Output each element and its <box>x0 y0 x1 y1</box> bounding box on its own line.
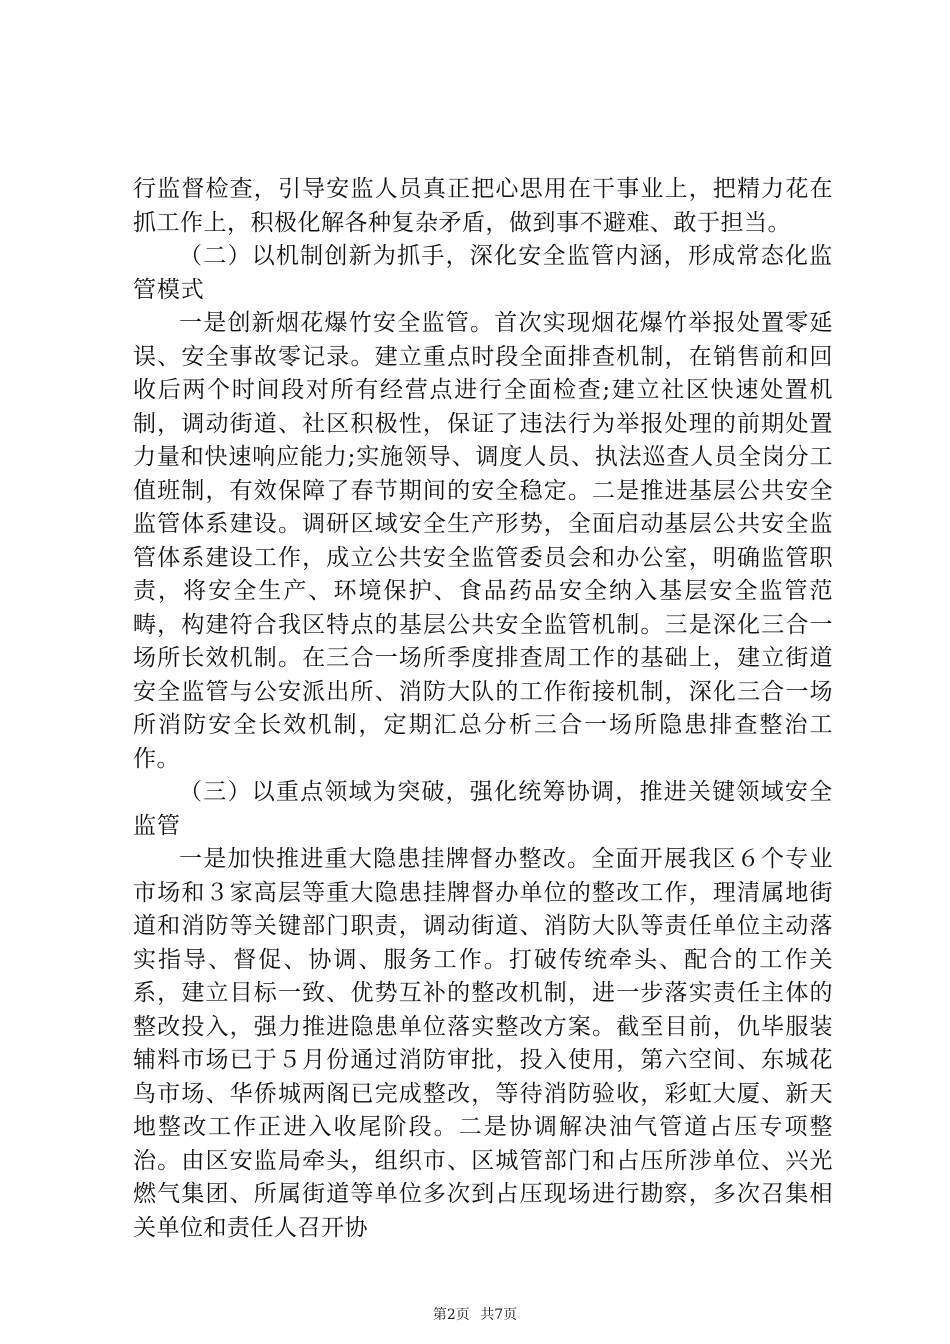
document-body <box>133 173 833 1245</box>
page-footer <box>0 1306 950 1324</box>
body-paragraph: 一是创新烟花爆竹安全监管。首次实现烟花爆竹举报处置零延误、安全事故零记录。建立重点时段全面排查机制，在销售前和回收后两个时间段对所有经营点进行全面检查;建立社区快速处置机制，调动街道、社区积极性，保证了违法行为举报处理的前期处置力量和快速响应能力;实施领导、调度人员、执法巡查人员全岗分工值班制，有效保障了春节期间的安全稳定。二是推进基层公共安全监管体系建设。调研区域安全生产形势，全面启动基层公共安全监管体系建设工作，成立公共安全监管委员会和办公室，明确监管职责，将安全生产、环境保护、食品药品安全纳入基层安全监管范畴，构建符合我区特点的基层公共安全监管机制。三是深化三合一场所长效机制。在三合一场所季度排查周工作的基础上，建立街道安全监管与公安派出所、消防大队的工作衔接机制，深化三合一场所消防安全长效机制，定期汇总分析三合一场所隐患排查整治工作。 <box>133 310 833 772</box>
section-heading: （二）以机制创新为抓手，深化安全监管内涵，形成常态化监管模式 <box>133 243 833 303</box>
section-heading: （三）以重点领域为突破，强化统筹协调，推进关键领域安全监管 <box>133 779 833 839</box>
body-paragraph: 一是加快推进重大隐患挂牌督办整改。全面开展我区６个专业市场和３家高层等重大隐患挂牌督办单位的整改工作，理清属地街道和消防等关键部门职责，调动街道、消防大队等责任单位主动落实指导、督促、协调、服务工作。打破传统牵头、配合的工作关系，建立目标一致、优势互补的整改机制，进一步落实责任主体的整改投入，强力推进隐患单位落实整改方案。截至目前，仇毕服装辅料市场已于５月份通过消防审批，投入使用，第六空间、东城花鸟市场、华侨城两阁已完成整改，等待消防验收，彩虹大厦、新天地整改工作正进入收尾阶段。二是协调解决油气管道占压专项整治。由区安监局牵头，组织市、区城管部门和占压所涉单位、兴光燃气集团、所属街道等单位多次到占压现场进行勘察，多次召集相关单位和责任人召开协 <box>133 846 833 1241</box>
body-paragraph: 行监督检查，引导安监人员真正把心思用在干事业上，把精力花在抓工作上，积极化解各种复杂矛盾，做到事不避难、敢于担当。 <box>133 176 833 236</box>
page-number: 第2页 <box>432 1307 470 1323</box>
page-total: 共7页 <box>480 1307 518 1323</box>
